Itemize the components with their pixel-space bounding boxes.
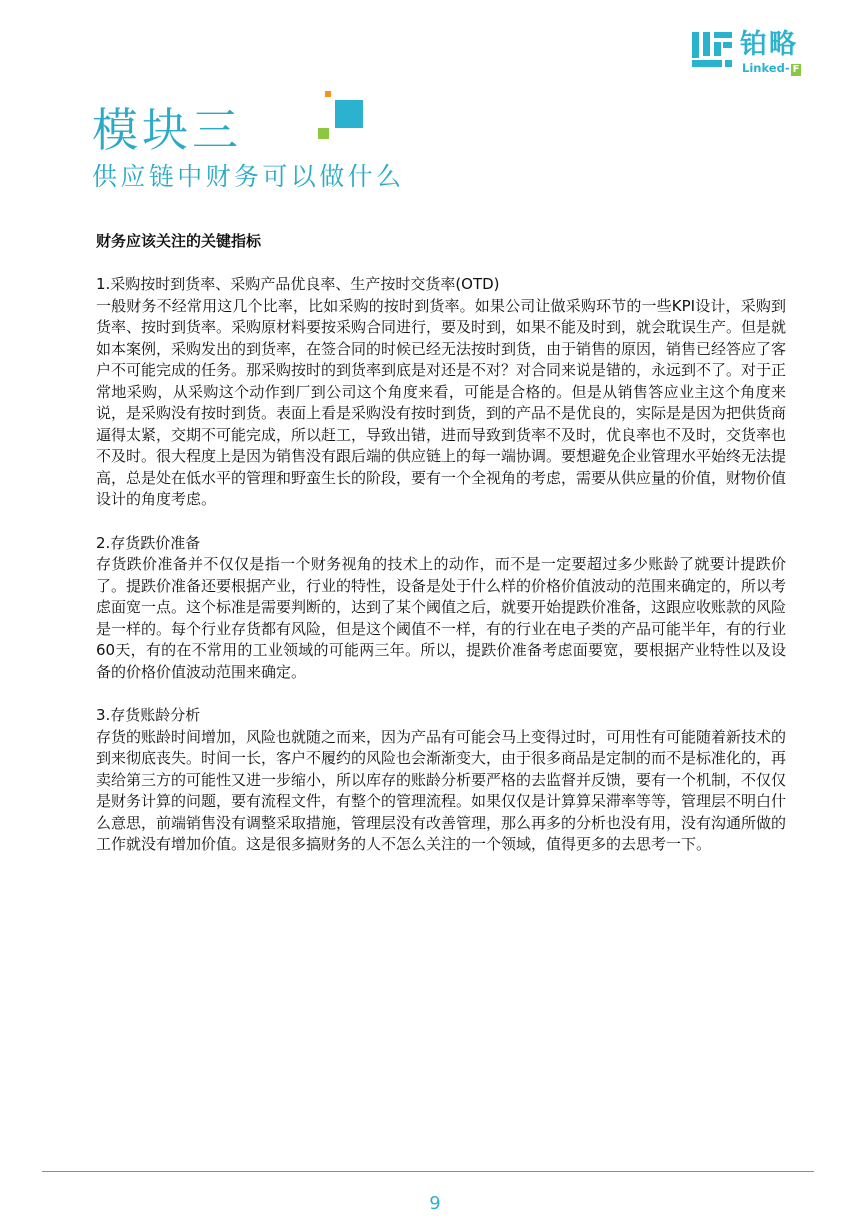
brand-logo — [692, 30, 822, 78]
section-purchase-metrics — [96, 274, 786, 511]
section-inventory-impairment — [96, 533, 786, 684]
section-title: 3.存货账龄分析 — [96, 706, 201, 724]
logo-brand-text: 铂略 — [740, 29, 798, 60]
section-inventory-aging — [96, 705, 786, 856]
logo-mark-icon — [692, 32, 736, 72]
main-content — [96, 230, 786, 878]
section-body: 一般财务不经常用这几个比率，比如采购的按时到货率。如果公司让做采购环节的一些KPI设计，采购到货率、按时到货率。采购原材料要按采购合同进行，要及时到，如果不能及时到，就会耽误生产。但是就如本案例，采购发出的到货率，在签合同的时候已经无法按时到货，由于销售的原因，销售已经答应了客户不可能完成的任务。那采购按时的到货率到底是对还是不对？对合同来说是错的，永远到不了。对于正常地采购，从采购这个动作到厂到公司这个角度来看，可能是合格的。但是从销售答应业主这个角度来说，是采购没有按时到货。表面上看是采购没有按时到货，到的产品不是优良的，实际是是因为把供货商逼得太紧，交期不可能完成，所以赶工，导致出错，进而导致到货率不及时，优良率也不及时，交货率也不及时。很大程度上是因为销售没有跟后端的供应链上的每一端协调。要想避免企业管理水平始终无法提高，总是处在低水平的管理和野蛮生长的阶段，要有一个全视角的考虑，需要从供应量的价值，财物价值设计的角度考虑。 — [96, 296, 787, 508]
section-body: 存货跌价准备并不仅仅是指一个财务视角的技术上的动作，而不是一定要超过多少账龄了就要计提跌价了。提跌价准备还要根据产业，行业的特性，设备是处于什么样的价格价值波动的范围来确定的，所以考虑面宽一点。这个标准是需要判断的，达到了某个阈值之后，就要开始提跌价准备，这跟应收账款的风险是一样的。每个行业存货都有风险，但是这个阈值不一样，有的行业在电子类的产品可能半年，有的行业60天，有的在不常用的工业领域的可能两三年。所以，提跌价准备考虑面要宽，要根据产业特性以及设备的价格价值波动范围来确定。 — [96, 555, 787, 681]
logo-sub-text — [742, 61, 801, 76]
section-title: 1.采购按时到货率、采购产品优良率、生产按时交货率(OTD) — [96, 275, 500, 293]
section-body: 存货的账龄时间增加，风险也就随之而来，因为产品有可能会马上变得过时，可用性有可能随着新技术的到来彻底丧失。时间一长，客户不履约的风险也会渐渐变大，由于很多商品是定制的而不是标准化的，再卖给第三方的可能性又进一步缩小，所以库存的账龄分析要严格的去监督并反馈，要有一个机制，不仅仅是财务计算的问题，要有流程文件，有整个的管理流程。如果仅仅是计算算呆滞率等等，管理层不明白什么意思，前端销售没有调整采取措施，管理层没有改善管理，那么再多的分析也没有用，没有沟通所做的工作就没有增加价值。这是很多搞财务的人不怎么关注的一个领域，值得更多的去思考一下。 — [96, 727, 787, 853]
section-title: 2.存货跌价准备 — [96, 533, 201, 552]
decorative-squares-icon — [316, 90, 366, 142]
logo-sub-badge: F — [792, 64, 800, 75]
module-title: 模块三 — [92, 103, 242, 157]
content-heading: 财务应该关注的关键指标 — [96, 232, 262, 250]
module-subtitle: 供应链中财务可以做什么 — [92, 162, 405, 191]
footer-divider — [42, 1171, 814, 1172]
page-number: 9 — [429, 1193, 441, 1214]
logo-sub-label: Linked- — [742, 61, 790, 75]
